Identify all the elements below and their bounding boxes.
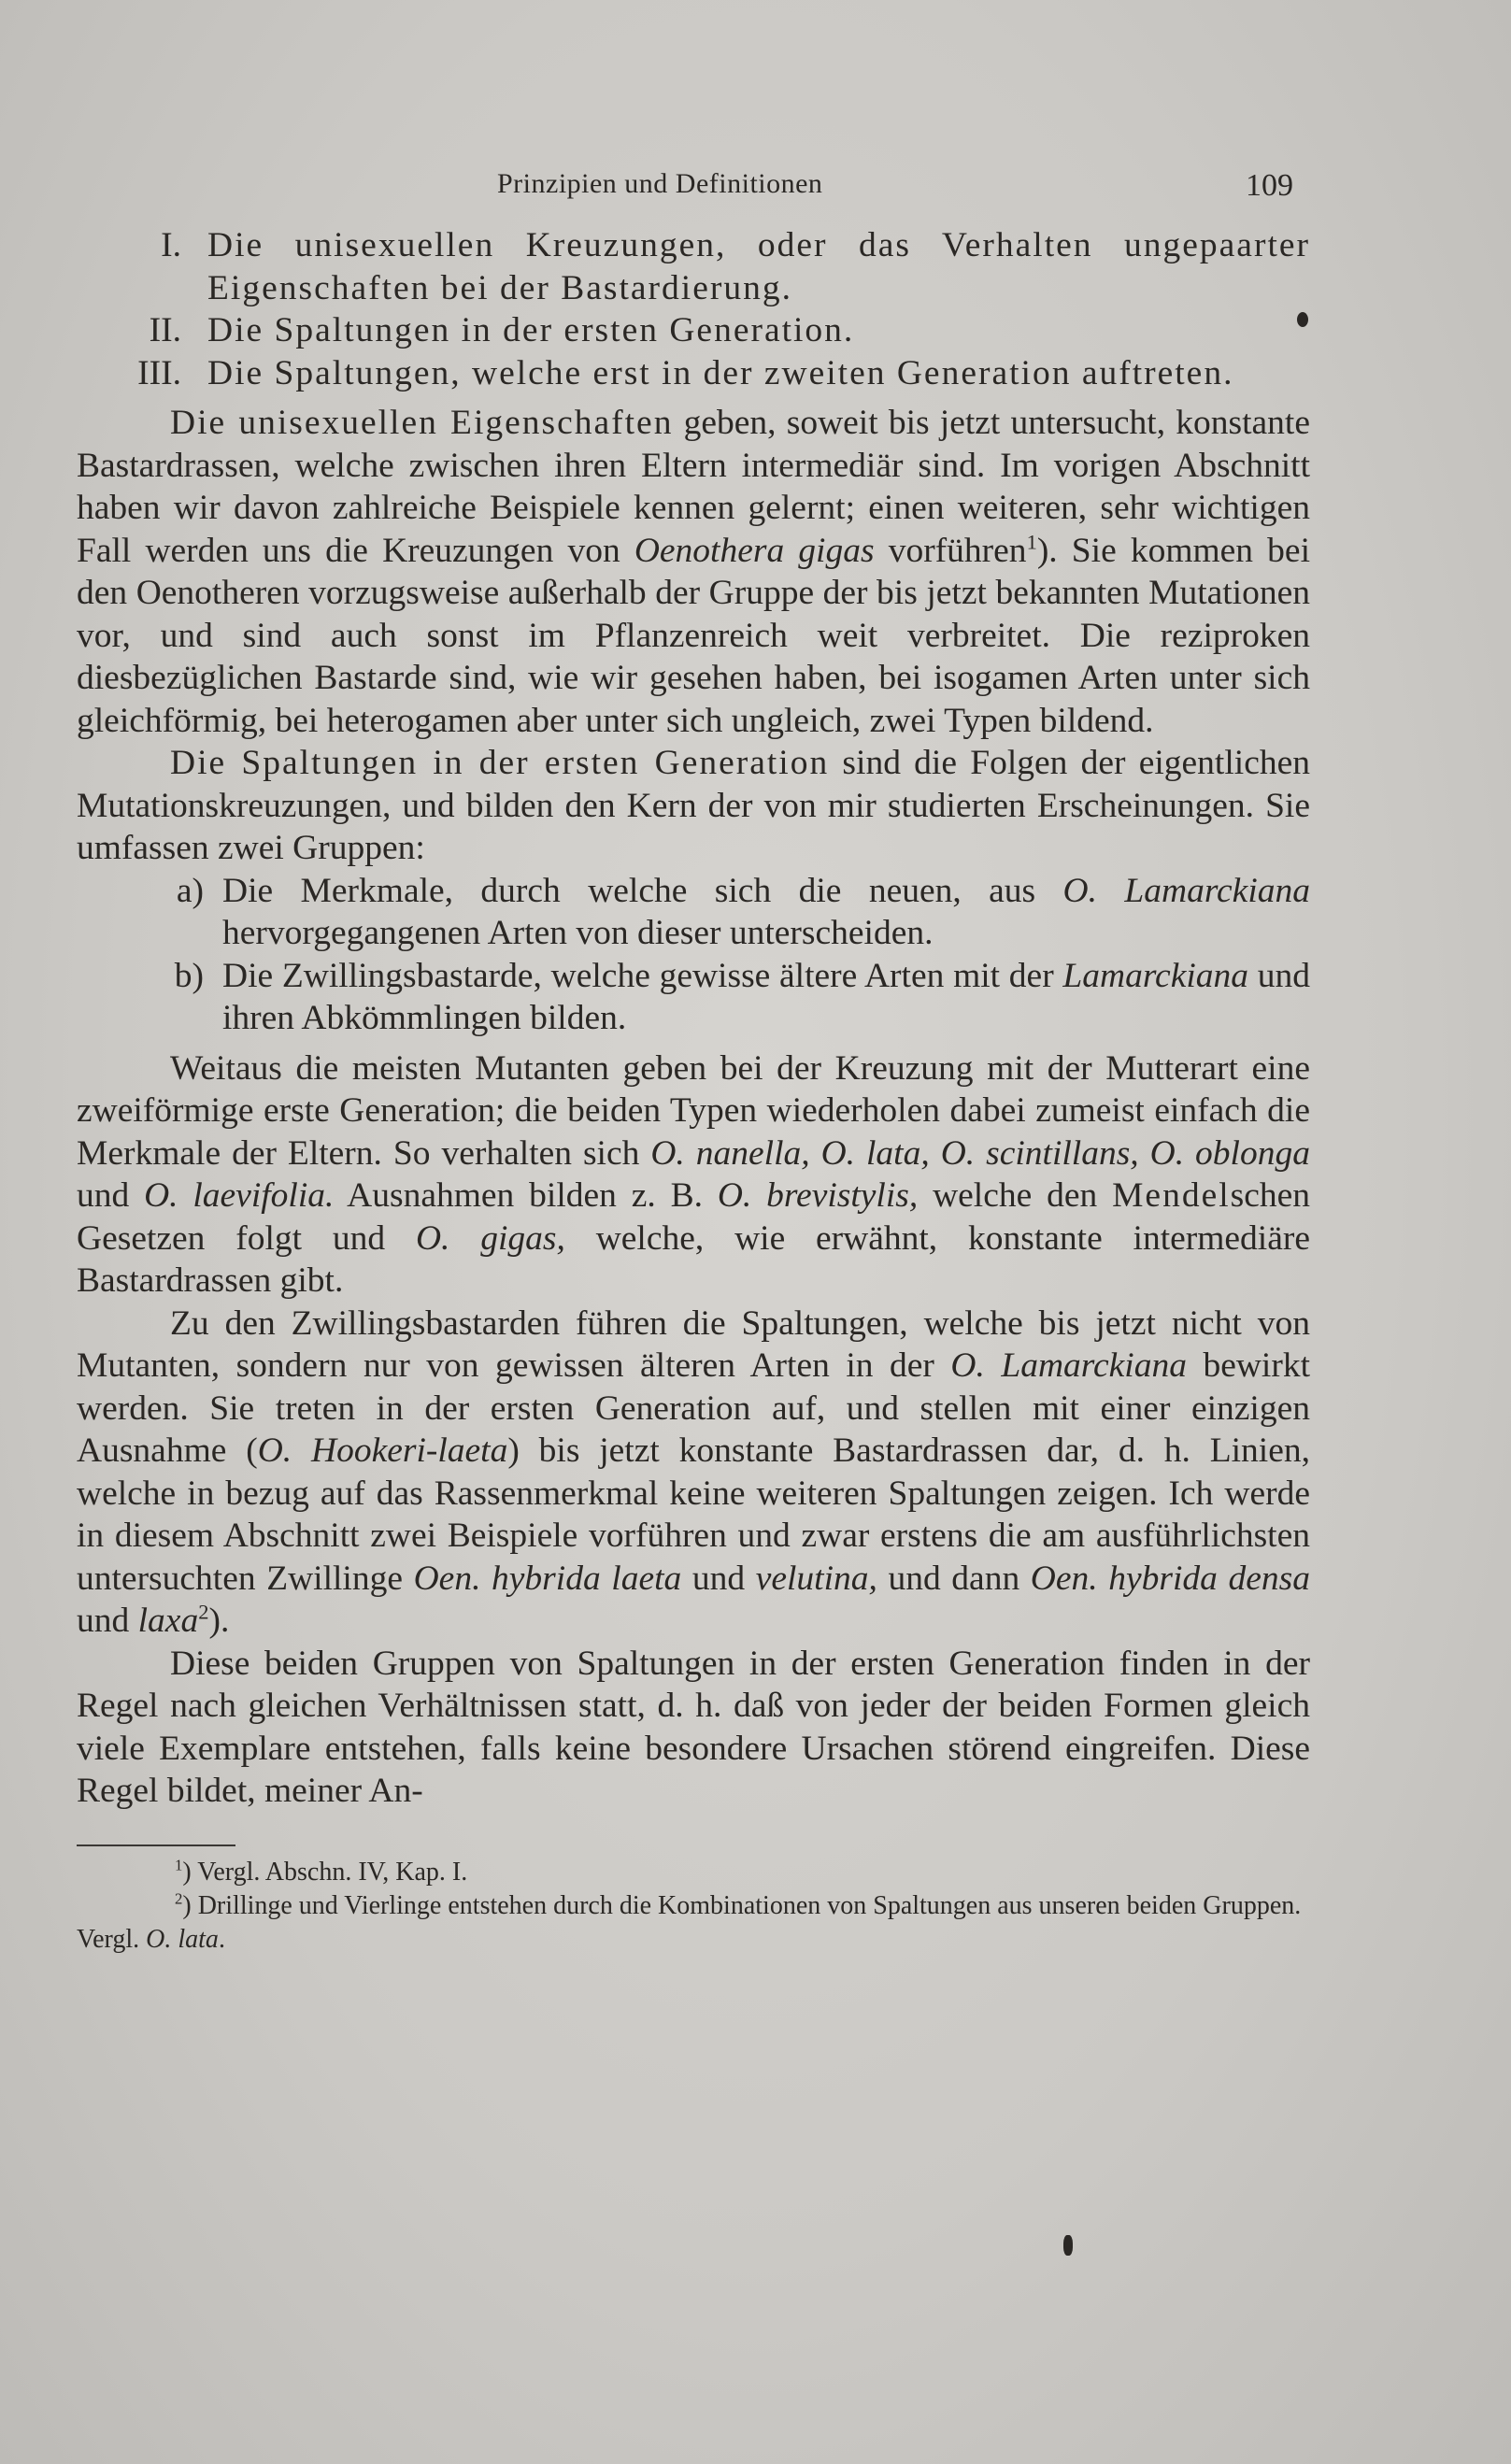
list-item [77, 352, 1310, 395]
list-number: II. [149, 311, 181, 349]
paragraph: Die unisexuellen Eigenschaften geben, soweit bis jetzt untersucht, konstante Bastardrassen, welche zwischen ihren Eltern intermediär sind. Im vorigen Abschnitt haben wir davon zahlreiche Beispiele kennen gelernt; einen weiteren, sehr wichtigen Fall werden uns die Kreuzungen von Oenothera gigas vorführen$^1$). Sie kommen bei den Oenotheren vorzugsweise außerhalb der Gruppe der bis jetzt bekannten Mutationen vor, und sind auch sonst im Pflanzenreich weit verbreitet. Die reziproken diesbezüglichen Bastarde sind, wie wir gesehen haben, bei isogamen Arten unter sich gleichförmig, bei heterogamen aber unter sich ungleich, zwei Typen bildend. [77, 404, 1310, 740]
list-text: Die Spaltungen, welche erst in der zweiten Generation auftreten. [207, 353, 1234, 392]
paragraph: Diese beiden Gruppen von Spaltungen in der ersten Generation finden in der Regel nach gleichen Verhältnissen statt, d. h. daß von jeder der beiden Formen gleich viele Exemplare entstehen, falls keine besondere Ursachen störend eingreifen. Diese Regel bildet, meiner An- [77, 1644, 1310, 1810]
sublist-item [77, 870, 1310, 955]
footnotes [77, 1856, 1310, 1957]
footnote-2: $^2$) Drillinge und Vierlinge entstehen durch die Kombinationen von Spaltungen aus unseren beiden Gruppen. Vergl. O. lata. [77, 1889, 1302, 1954]
list-item [77, 224, 1310, 309]
paragraph: Zu den Zwillingsbastarden führen die Spaltungen, welche bis jetzt nicht von Mutanten, sondern nur von gewissen älteren Arten in der O. Lamarckiana bewirkt werden. Sie treten in der ersten Generation auf, und stellen mit einer einzigen Ausnahme (O. Hookeri-laeta) bis jetzt konstante Bastardrassen dar, d. h. Linien, welche in bezug auf das Rassenmerkmal keine weiteren Spaltungen zeigen. Ich werde in diesem Abschnitt zwei Beispiele vorführen und zwar erstens die am ausführlichsten untersuchten Zwillinge Oen. hybrida laeta und velutina, und dann Oen. hybrida densa und laxa$^2$). [77, 1303, 1311, 1640]
running-title: Prinzipien und Definitionen [497, 168, 823, 199]
footnote-1: $^1$) Vergl. Abschn. IV, Kap. I. [175, 1856, 468, 1887]
list-number: III. [137, 353, 181, 392]
running-header [77, 168, 1310, 224]
paragraph: Weitaus die meisten Mutanten geben bei der Kreuzung mit der Mutterart eine zweiförmige erste Generation; die beiden Typen wiederholen dabei zumeist einfach die Merkmale der Eltern. So verhalten sich O. nanella, O. lata, O. scintillans, O. oblonga und O. laevifolia. Ausnahmen bilden z. B. O. brevistylis, welche den Mendelschen Gesetzen folgt und O. gigas, welche, wie erwähnt, konstante intermediäre Bastardrassen gibt. [77, 1048, 1311, 1300]
sublist-letter: b) [174, 956, 204, 995]
footnote-rule [77, 1844, 235, 1846]
footnote-ref: 2 [198, 1600, 209, 1624]
paragraph: Die Spaltungen in der ersten Generation sind die Folgen der eigentlichen Mutationskreuzungen, und bilden den Kern der von mir studierten Erscheinungen. Sie umfassen zwei Gruppen: [77, 744, 1310, 867]
sublist-text: Die Zwillingsbastarde, welche gewisse ältere Arten mit der Lamarckiana und ihren Abkömmlingen bilden. [222, 956, 1311, 1037]
footnote-ref: 1 [1026, 530, 1037, 553]
ink-speck [1063, 2235, 1073, 2256]
page-number: 109 [1246, 168, 1293, 203]
list-text: Die unisexuellen Kreuzungen, oder das Verhalten ungepaarter Eigenschaften bei der Bastardierung. [207, 226, 1310, 307]
list-number: I. [161, 226, 181, 264]
body-text [77, 224, 1310, 1813]
list-text: Die Spaltungen in der ersten Generation. [207, 311, 855, 349]
page-text [77, 168, 1310, 1957]
sublist-item [77, 955, 1310, 1040]
list-item [77, 309, 1310, 352]
sublist-text: Die Merkmale, durch welche sich die neuen, aus O. Lamarckiana hervorgegangenen Arten von dieser unterscheiden. [222, 871, 1310, 952]
sublist-letter: a) [176, 871, 204, 910]
